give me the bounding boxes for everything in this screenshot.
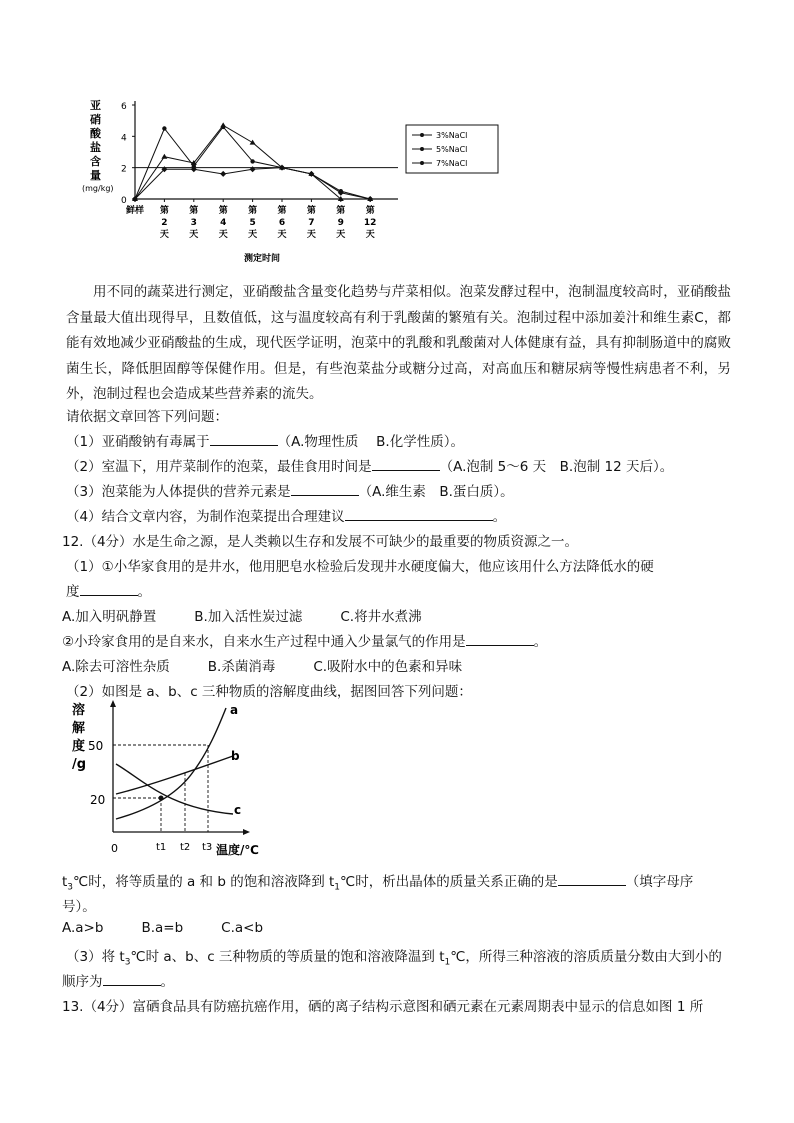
option-c: C.a<b: [221, 920, 264, 936]
curve-a: [116, 708, 226, 819]
y-axis-label-char: 酸: [90, 127, 101, 140]
x-tick-label: 第: [218, 206, 228, 216]
x-tick-label: 4: [220, 218, 227, 228]
q12-heading: 12.（4分）水是生命之源，是人类赖以生存和发展不可缺少的最重要的物质资源之一。: [62, 534, 579, 550]
q12-options-2: [62, 655, 462, 675]
y-tick-label: 4: [121, 133, 127, 144]
x-tick-label: 天: [277, 230, 287, 240]
x-axis-label: 温度/℃: [216, 843, 259, 857]
x-tick-label: 第: [277, 206, 287, 216]
q11-2: （2）室温下，用芹菜制作的泡菜，最佳食用时间是 （A.泡制 5～6 天 B.泡制 12 天后）。: [66, 455, 673, 475]
x-axis-arrow: [243, 829, 250, 835]
data-point: [162, 126, 166, 130]
data-point: [250, 166, 256, 172]
answer-blank[interactable]: [345, 506, 493, 521]
q12-3b: 顺序为 。: [62, 970, 174, 990]
x-tick-label: 天: [365, 230, 375, 240]
x-tick-label: 12: [363, 218, 377, 228]
curve-label-a: a: [230, 703, 239, 717]
x-tick-label: t1: [156, 842, 167, 853]
y-axis-unit: (mg/kg): [82, 184, 114, 193]
option-a: A.除去可溶性杂质: [62, 659, 170, 675]
answer-blank[interactable]: [210, 431, 278, 446]
x-tick-label: 3: [190, 218, 197, 228]
option-a: A.加入明矾静置: [62, 609, 157, 625]
legend-label: 7%NaCl: [436, 159, 468, 168]
intersection-point: [159, 796, 164, 801]
y-axis-label-char: 盐: [90, 141, 101, 154]
q12-2: （2）如图是 a、b、c 三种物质的溶解度曲线，据图回答下列问题：: [66, 684, 472, 700]
answer-blank[interactable]: [466, 631, 534, 646]
article-paragraph: 用不同的蔬菜进行测定，亚硝酸盐含量变化趋势与芹菜相似。泡菜发酵过程中，泡制温度较高时，亚硝酸盐含量最大值出现得早，且数值低，这与温度较高有利于乳酸菌的繁殖有关。泡制过程中添加姜汁和维生素C，都能有效地减少亚硝酸盐的生成，现代医学证明，泡菜中的乳酸和乳酸菌对人体健康有益，具有抑制肠道中的腐败菌生长，降低胆固醇等保健作用。但是，有些泡菜盐分或糖分过高，对高血压和糖尿病等慢性病患者不利，另外，泡制过程也会造成某些营养素的流失。: [66, 284, 731, 402]
q12-1b: 度 。: [66, 580, 151, 600]
legend-label: 5%NaCl: [436, 145, 468, 154]
answer-blank[interactable]: [80, 581, 138, 596]
data-point: [220, 122, 226, 127]
x-tick-label: 天: [248, 230, 258, 240]
data-point: [220, 171, 226, 177]
option-b: B.加入活性炭过滤: [194, 609, 303, 625]
x-tick-label: 第: [336, 206, 346, 216]
x-tick-label: 天: [189, 230, 199, 240]
data-point: [250, 140, 256, 145]
legend-marker: [420, 161, 424, 165]
q11-3: （3）泡菜能为人体提供的营养元素是 （A.维生素 B.蛋白质）。: [66, 480, 514, 500]
q11-1: （1）亚硝酸钠有毒属于 （A.物理性质 B.化学性质）。: [66, 430, 464, 450]
q13-heading: 13.（4分）富硒食品具有防癌抗癌作用，硒的离子结构示意图和硒元素在元素周期表中显示的信息如图 1 所: [62, 999, 704, 1015]
x-tick-label: 第: [159, 206, 169, 216]
x-tick-label: 2: [161, 218, 168, 228]
x-tick-label: 7: [308, 218, 315, 228]
y-axis-arrow: [110, 700, 116, 707]
x-tick-label: 6: [278, 218, 286, 228]
x-tick-label: 第: [248, 206, 258, 216]
y-axis-label-char: 解: [72, 721, 86, 736]
x-tick-label: 第: [189, 206, 199, 216]
x-tick-label: 天: [159, 230, 169, 240]
solubility-chart: [68, 700, 268, 860]
curve-label-c: c: [234, 803, 242, 817]
option-b: B.a=b: [141, 920, 184, 936]
legend-marker: [420, 147, 424, 151]
q12-2a: $t_3℃$时，将等质量的 a 和 b 的饱和溶液降到 $t_1℃$时，析出晶体的质量关系正确的是 （填字母序: [62, 870, 693, 893]
y-tick-label: 6: [121, 102, 127, 112]
q12-2b: 号）。: [62, 899, 96, 915]
y-axis-label-char: 含: [90, 155, 101, 168]
data-point: [161, 154, 167, 159]
x-tick-label: 9: [337, 218, 344, 228]
data-point: [367, 196, 373, 202]
q11-4: （4）结合文章内容，为制作泡菜提出合理建议 。: [66, 505, 506, 525]
nitrite-chart: [80, 95, 510, 265]
y-tick-label: 20: [90, 793, 106, 807]
x-tick-label: t3: [202, 842, 213, 853]
option-b: B.杀菌消毒: [207, 659, 276, 675]
x-tick-label: 天: [306, 230, 316, 240]
y-axis-label-char: 亚: [90, 99, 101, 112]
y-tick-label: 50: [88, 739, 104, 753]
q12-1a: （1）①小华家食用的是井水，他用肥皂水检验后发现井水硬度偏大，他应该用什么方法降低水的硬: [66, 559, 654, 575]
legend-label: 3%NaCl: [436, 131, 468, 140]
data-point: [250, 159, 254, 163]
q12-options-3: [62, 920, 263, 936]
q12-1c: ②小玲家食用的是自来水，自来水生产过程中通入少量氯气的作用是 。: [62, 630, 547, 650]
answer-blank[interactable]: [558, 871, 626, 886]
y-axis-label-char: 度: [72, 739, 86, 754]
x-tick-label: 天: [336, 230, 346, 240]
y-axis-label-char: 硝: [90, 113, 101, 126]
x-tick-label: 鲜样: [125, 206, 145, 216]
y-axis-label-char: 溶: [72, 703, 86, 718]
answer-blank[interactable]: [103, 971, 161, 986]
x-tick-label: 第: [306, 206, 316, 216]
legend-marker: [420, 133, 424, 137]
question-prompt: 请依据文章回答下列问题：: [66, 409, 228, 425]
x-tick-label: 0: [111, 842, 118, 855]
x-tick-label: 5: [249, 218, 256, 228]
q12-3: （3）将 $t_3℃$时 a、b、c 三种物质的等质量的饱和溶液降温到 $t_1℃$，所得三种溶液的溶质质量分数由大到小的: [66, 949, 722, 968]
curve-label-b: b: [231, 749, 240, 763]
x-axis-label: 测定时间: [243, 254, 281, 264]
y-axis-label-char: 量: [90, 169, 101, 182]
data-point: [191, 166, 197, 172]
option-c: C.吸附水中的色素和异味: [313, 659, 463, 675]
option-a: A.a>b: [62, 920, 104, 936]
x-tick-label: 第: [365, 206, 375, 216]
y-tick-label: 2: [121, 164, 127, 175]
y-axis-label-char: /g: [72, 757, 87, 772]
y-tick-label: 0: [121, 196, 127, 206]
x-tick-label: t2: [180, 842, 191, 853]
option-c: C.将井水煮沸: [340, 609, 422, 625]
q12-options-1: [62, 605, 422, 625]
x-tick-label: 天: [218, 230, 228, 240]
answer-blank[interactable]: [372, 456, 440, 471]
answer-blank[interactable]: [291, 481, 359, 496]
